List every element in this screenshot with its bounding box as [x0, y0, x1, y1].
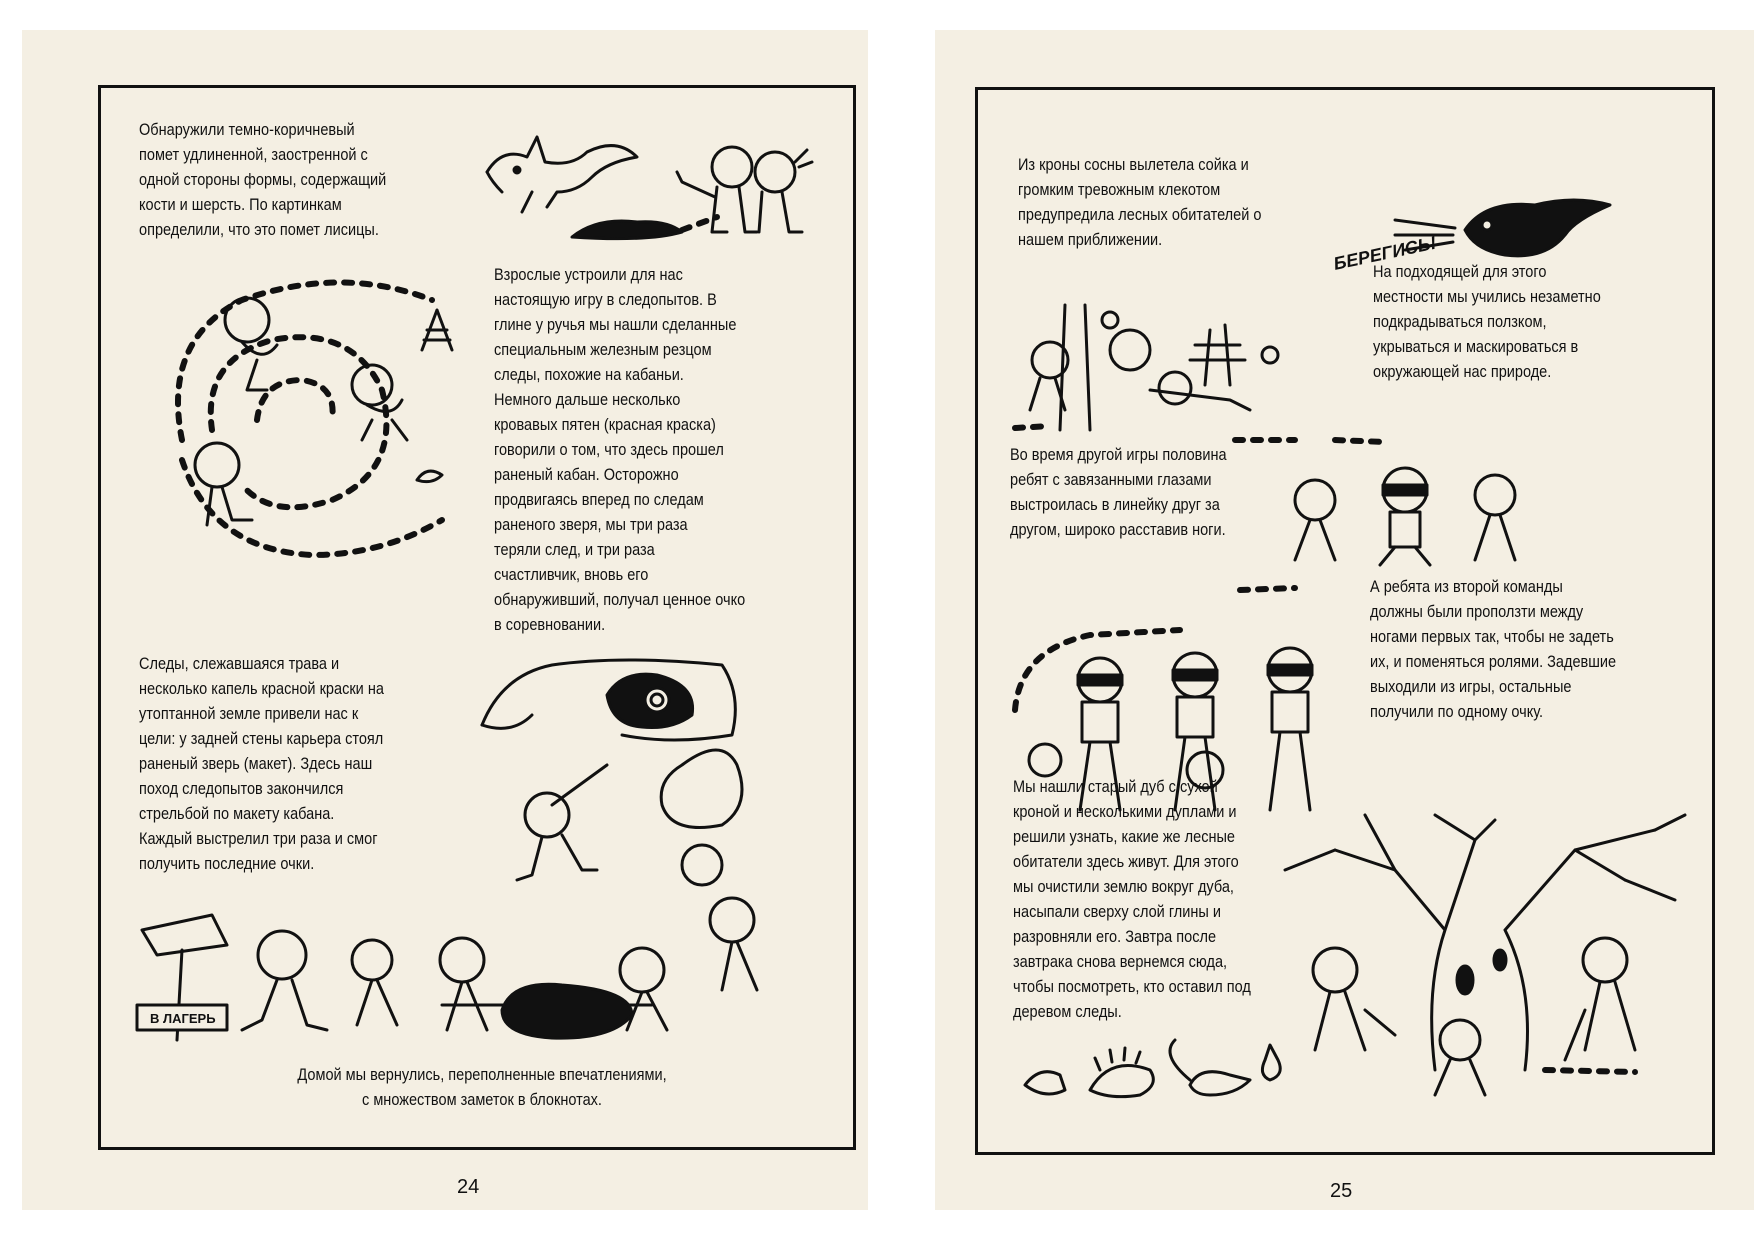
boar-model-carried	[502, 984, 632, 1038]
flower-icon	[1102, 312, 1118, 328]
text-jay-warning	[1018, 153, 1261, 253]
bird-icon	[1025, 1072, 1065, 1094]
child-head	[195, 443, 239, 487]
text-line: глине у ручья мы нашли сделанные	[494, 316, 737, 334]
text-line: ногами первых так, чтобы не задеть	[1370, 628, 1614, 646]
text-line: Каждый выстрелил три раза и смог	[139, 830, 378, 848]
child-head	[1583, 938, 1627, 982]
text-line: Во время другой игры половина	[1010, 446, 1227, 464]
text-line: раненый кабан. Осторожно	[494, 466, 679, 484]
quarry-shooting-illustration	[472, 655, 772, 915]
child-head	[1313, 948, 1357, 992]
child-head	[1110, 330, 1150, 370]
child-head	[682, 845, 722, 885]
text-line: Из кроны сосны вылетела сойка и	[1018, 156, 1249, 174]
oak-tree-illustration	[1275, 810, 1695, 1110]
left-page	[22, 30, 868, 1210]
text-line: решили узнать, какие же лесные	[1013, 828, 1235, 846]
text-line: должны были проползти между	[1370, 603, 1584, 621]
fox-body	[487, 137, 637, 212]
text-line: кости и шерсть. По картинкам	[139, 196, 342, 214]
crawling-child-head	[1029, 744, 1061, 776]
fir-tree	[422, 310, 452, 350]
text-line: несколько капель красной краски на	[139, 680, 384, 698]
tree-hollow	[1457, 966, 1473, 994]
child-head	[712, 147, 752, 187]
child-head	[440, 938, 484, 982]
child-head	[352, 365, 392, 405]
blindfold	[1383, 485, 1427, 495]
text-line: теряли след, и три раза	[494, 541, 655, 559]
text-line: разровняли его. Завтра после	[1013, 928, 1217, 946]
text-line: помет удлиненной, заостренной с	[139, 146, 368, 164]
text-line: Обнаружили темно-коричневый	[139, 121, 355, 139]
text-line: выходили из игры, остальные	[1370, 678, 1572, 696]
text-line: настоящую игру в следопытов. В	[494, 291, 717, 309]
text-line: деревом следы.	[1013, 1003, 1122, 1021]
text-line: счастливчик, вновь его	[494, 566, 649, 584]
text-line: цели: у задней стены карьера стоял	[139, 730, 384, 748]
text-line: продвигаясь вперед по следам	[494, 491, 704, 509]
squirrel-icon	[1190, 1072, 1250, 1095]
child-head	[225, 298, 269, 342]
child-head	[1159, 372, 1191, 404]
blindfold	[1173, 670, 1217, 680]
jay-bird-illustration	[1331, 190, 1615, 290]
text-line: местности мы учились незаметно	[1373, 288, 1601, 306]
text-return-home	[200, 1063, 763, 1113]
text-line: Следы, слежавшаяся трава и	[139, 655, 340, 673]
sign-label: В ЛАГЕРЬ	[150, 1011, 216, 1026]
fox-cub-icon	[1262, 1045, 1280, 1080]
text-line: предупредила лесных обитателей о	[1018, 206, 1262, 224]
text-line: Домой мы вернулись, переполненные впечатлениями,	[297, 1066, 667, 1084]
blindfold	[1078, 675, 1122, 685]
child-head	[620, 948, 664, 992]
forest-animals-illustration	[1020, 1030, 1290, 1110]
text-line: утоптанной земле привели нас к	[139, 705, 359, 723]
text-line: На подходящей для этого	[1373, 263, 1547, 281]
child-head	[1475, 475, 1515, 515]
text-line: их, и поменяться ролями. Задевшие	[1370, 653, 1617, 671]
child-head	[1295, 480, 1335, 520]
text-line: получить последние очки.	[139, 855, 315, 873]
tracks-circle-illustration	[152, 270, 482, 570]
child-head	[258, 931, 306, 979]
tree-hollow	[1494, 950, 1506, 970]
text-line: чтобы посмотреть, кто оставил под	[1013, 978, 1251, 996]
text-line: Взрослые устроили для нас	[494, 266, 683, 284]
text-line: стрельбой по макету кабана.	[139, 805, 335, 823]
child-head	[525, 793, 569, 837]
right-page	[935, 30, 1754, 1210]
child-head	[1440, 1020, 1480, 1060]
text-line: поход следопытов закончился	[139, 780, 344, 798]
text-line: Немного дальше несколько	[494, 391, 681, 409]
target-icon	[645, 688, 669, 712]
text-line: определили, что это помет лисицы.	[139, 221, 379, 239]
oak-trunk	[1335, 815, 1655, 1070]
procession-illustration	[132, 910, 832, 1050]
text-line: насыпали сверху слой глины и	[1013, 903, 1221, 921]
fox-children-illustration	[477, 122, 817, 252]
striped-shirt	[1390, 512, 1420, 547]
flower-icon	[1262, 347, 1278, 363]
text-line: подкрадываться ползком,	[1373, 313, 1547, 331]
hiding-children-illustration	[1010, 300, 1290, 435]
text-line: кроной и несколькими дуплами и	[1013, 803, 1237, 821]
text-line: обнаруживший, получал ценное очко	[494, 591, 746, 609]
blindfold	[1268, 665, 1312, 675]
text-line: ребят с завязанными глазами	[1010, 471, 1212, 489]
striped-shirt	[1177, 697, 1213, 737]
text-line: кровавых пятен (красная краска)	[494, 416, 716, 434]
text-line: нашем приближении.	[1018, 231, 1163, 249]
striped-shirt	[1082, 702, 1118, 742]
text-line: мы очистили землю вокруг дуба,	[1013, 878, 1234, 896]
text-line: следы, похожие на кабаньи.	[494, 366, 684, 384]
child-head	[352, 940, 392, 980]
bush	[1190, 325, 1245, 385]
child-head	[755, 152, 795, 192]
text-wounded-boar	[139, 652, 384, 877]
text-line: А ребята из второй команды	[1370, 578, 1563, 596]
text-line: раненый зверь (макет). Здесь наш	[139, 755, 373, 773]
text-line: раненого зверя, мы три раза	[494, 516, 688, 534]
crawling-child-head	[1187, 752, 1223, 788]
text-fox-droppings	[139, 118, 386, 243]
text-line: Мы нашли старый дуб с сухой	[1013, 778, 1218, 796]
text-line: специальным железным резцом	[494, 341, 712, 359]
text-line: выстроилась в линейку друг за	[1010, 496, 1220, 514]
text-tracker-game	[494, 263, 745, 638]
striped-shirt	[1272, 692, 1308, 732]
text-line: в соревновании.	[494, 616, 606, 634]
droppings	[572, 221, 682, 239]
text-line: одной стороны формы, содержащий	[139, 171, 387, 189]
text-blindfold-game	[1010, 443, 1227, 543]
rifle	[552, 765, 607, 805]
blindfolded-group-illustration	[1265, 450, 1545, 570]
text-line: с множеством заметок в блокнотах.	[362, 1091, 602, 1109]
page-number: 25	[1330, 1180, 1353, 1202]
signpost-roof	[142, 915, 227, 955]
text-line: обитатели здесь живут. Для этого	[1013, 853, 1239, 871]
text-line: завтрака снова вернемся сюда,	[1013, 953, 1228, 971]
text-line: окружающей нас природе.	[1373, 363, 1552, 381]
crawling-under-legs-illustration	[1000, 630, 1360, 820]
text-line: говорили о том, что здесь прошел	[494, 441, 724, 459]
text-line: получили по одному очку.	[1370, 703, 1544, 721]
text-line: другом, широко расставив ноги.	[1010, 521, 1226, 539]
text-line: громким тревожным клекотом	[1018, 181, 1221, 199]
shout-text: БЕРЕГИСЬ!	[1331, 232, 1439, 274]
snail	[417, 471, 442, 482]
page-number: 24	[457, 1176, 480, 1198]
text-line: укрываться и маскироваться в	[1373, 338, 1579, 356]
